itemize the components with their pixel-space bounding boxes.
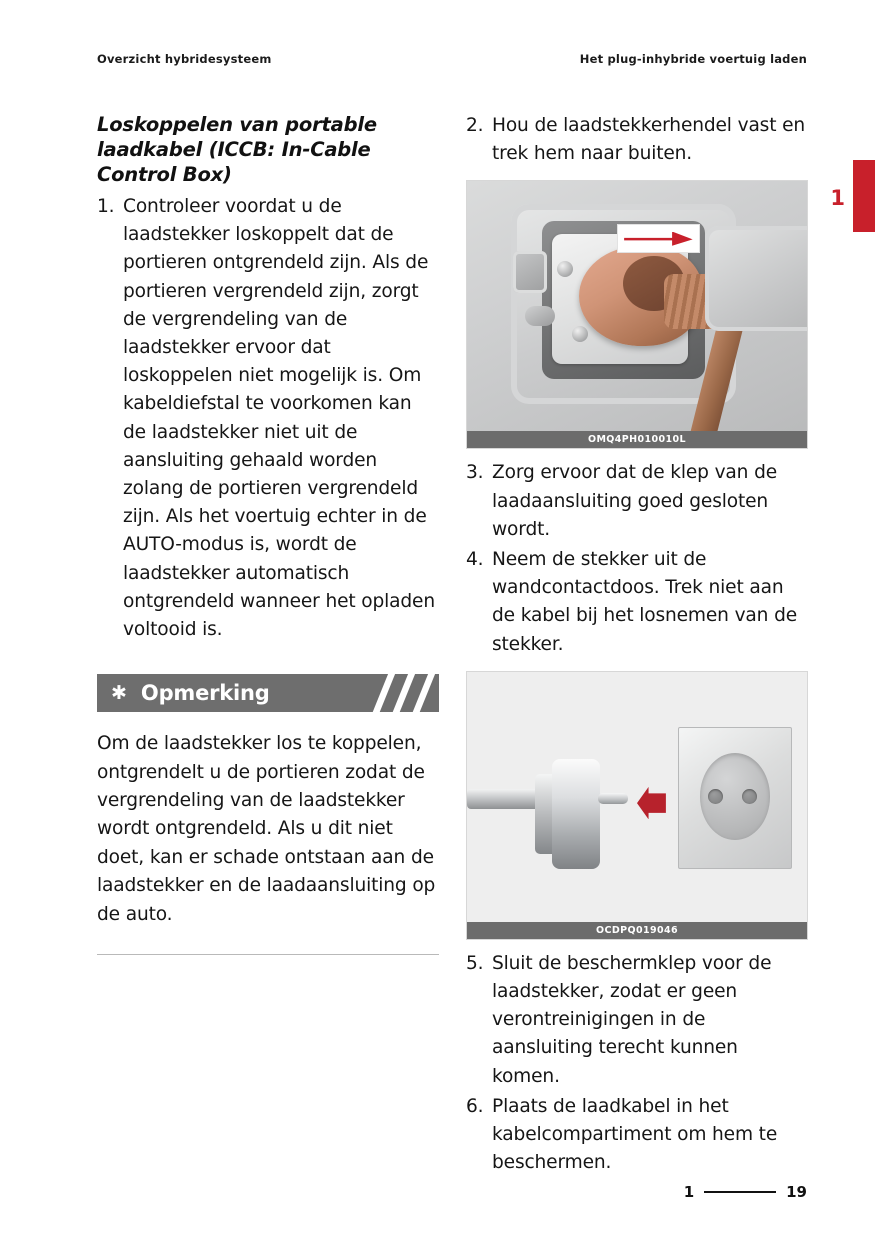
list-item <box>466 112 808 168</box>
insert-direction-arrow-icon <box>637 787 666 820</box>
chapter-tab <box>853 160 875 232</box>
list-item <box>466 950 808 1091</box>
figure-charge-port <box>466 180 808 449</box>
figure-wall-socket <box>466 671 808 940</box>
right-step-list-top <box>466 112 808 168</box>
note-divider <box>97 954 439 955</box>
header-left-title: Overzicht hybridesysteem <box>97 52 272 66</box>
right-step-list-bottom <box>466 950 808 1178</box>
step-text: Neem de stekker uit de wandcontactdoos. Trek niet aan de kabel bij het losnemen van de stekker. <box>492 549 798 655</box>
diagonal-stripes-decoration <box>363 674 439 712</box>
figure-caption: OMQ4PH010010L <box>467 431 807 448</box>
step-number: 2. <box>466 115 484 136</box>
port-latch-icon <box>513 251 547 293</box>
figure-caption: OCDPQ019046 <box>467 922 807 939</box>
step-number: 1. <box>97 196 115 217</box>
right-column <box>466 112 808 1179</box>
step-number: 5. <box>466 952 484 974</box>
left-column <box>97 112 439 955</box>
page-footer <box>684 1183 807 1201</box>
socket-hole-icon <box>742 789 757 804</box>
step-number: 4. <box>466 549 484 571</box>
left-step-list <box>97 193 439 644</box>
plug-body <box>552 759 600 869</box>
step-text: Hou de laadstekkerhendel vast en trek hem naar buiten. <box>492 115 806 165</box>
right-step-list-middle <box>466 459 808 658</box>
footer-chapter-number: 1 <box>683 1183 695 1201</box>
charge-port-door <box>705 226 807 331</box>
footer-page-number: 19 <box>786 1183 807 1201</box>
note-body-text: Om de laadstekker los te koppelen, ontgrendelt u de portieren zodat de vergrendeling van de laadstekker wordt ontgrendeld. Als u dit niet doet, kan er schade ontstaan aan de laadstekker en de laadaansluiting op de auto. <box>97 733 436 925</box>
list-item <box>466 546 808 659</box>
note-banner <box>97 674 439 712</box>
figure-charge-port-illustration <box>467 181 807 431</box>
pull-direction-arrow-icon <box>617 224 701 254</box>
note-banner-label: Opmerking <box>140 681 270 706</box>
step-text: Zorg ervoor dat de klep van de laadaansluiting goed gesloten wordt. <box>492 462 778 540</box>
section-title: Loskoppelen van portable laadkabel (ICCB: In-Cable Control Box) <box>97 113 377 186</box>
list-item <box>97 193 439 644</box>
list-item <box>466 1093 808 1178</box>
port-latch-secondary-icon <box>525 306 555 326</box>
figure-wall-socket-illustration <box>467 672 807 922</box>
header-right-title: Het plug-inhybride voertuig laden <box>579 52 807 66</box>
asterisk-icon: ✱ <box>111 681 127 704</box>
wall-socket <box>678 727 792 869</box>
chapter-tab-number: 1 <box>830 186 845 210</box>
step-text: Sluit de beschermklep voor de laadstekker, zodat er geen verontreinigingen in de aansluiting terecht kunnen komen. <box>492 952 772 1087</box>
step-text: Plaats de laadkabel in het kabelcompartiment om hem te beschermen. <box>492 1095 778 1174</box>
list-item <box>466 459 808 544</box>
step-number: 6. <box>466 1095 484 1117</box>
step-number: 3. <box>466 462 484 484</box>
footer-rule <box>704 1191 776 1194</box>
step-text: Controleer voordat u de laadstekker loskoppelt dat de portieren ontgrendeld zijn. Als de portieren vergrendeld zijn, zorgt de vergrendeling van de laadstekker ervoor dat loskoppelen niet mogelijk is. Om kabeldiefstal te voorkomen kan de laadstekker niet uit de aansluiting gehaald worden zolang de portieren vergrendeld zijn. Als het voertuig echter in de AUTO-modus is, wordt de laadstekker automatisch ontgrendeld wanneer het opladen voltooid is. <box>123 196 435 641</box>
